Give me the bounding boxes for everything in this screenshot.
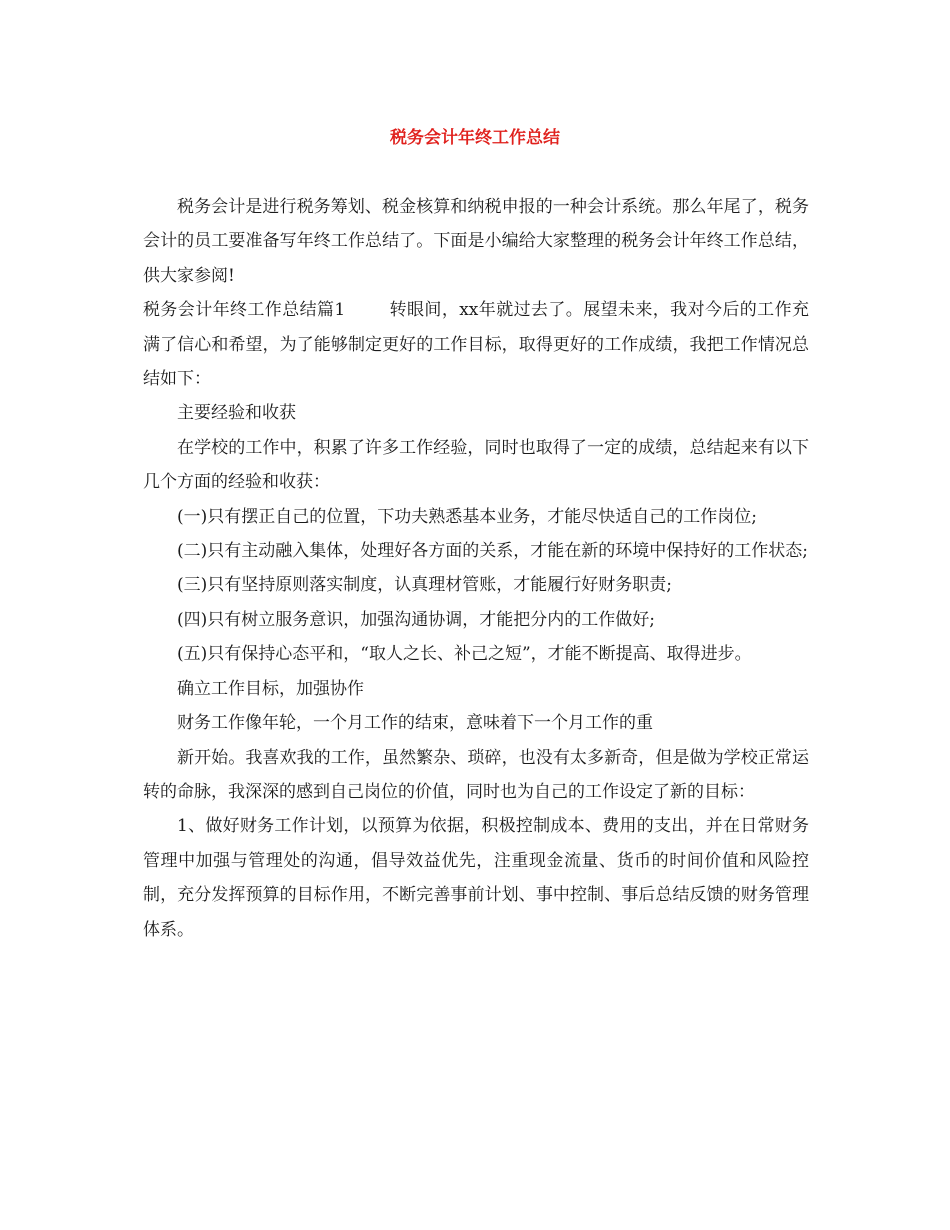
experience-paragraph: 在学校的工作中，积累了许多工作经验，同时也取得了一定的成绩，总结起来有以下几个方面的经验和收获： bbox=[143, 437, 809, 493]
section-opening-text: 转眼间，xx年就过去了。展望未来，我对今后的工作充满了信心和希望，为了能够制定更好的工作目标，取得更好的工作成绩，我把工作情况总结如下： bbox=[143, 300, 809, 390]
section-paragraph bbox=[143, 293, 809, 396]
goals-paragraph: 新开始。我喜欢我的工作，虽然繁杂、琐碎，也没有太多新奇，但是做为学校正常运转的命脉，我深深的感到自己岗位的价值，同时也为自己的工作设定了新的目标： bbox=[143, 747, 809, 802]
list-item-1: (一)只有摆正自己的位置，下功夫熟悉基本业务，才能尽快适自己的工作岗位; bbox=[177, 506, 757, 527]
list-item-2: (二)只有主动融入集体，处理好各方面的关系，才能在新的环境中保持好的工作状态; bbox=[177, 541, 808, 562]
list-item-5: (五)只有保持心态平和，“取人之长、补己之短”，才能不断提高、取得进步。 bbox=[177, 644, 752, 665]
intro-paragraph: 税务会计是进行税务筹划、税金核算和纳税申报的一种会计系统。那么年尾了，税务会计的员工要准备写年终工作总结了。下面是小编给大家整理的税务会计年终工作总结，供大家参阅! bbox=[143, 197, 809, 286]
list-item-4: (四)只有树立服务意识，加强沟通协调，才能把分内的工作做好; bbox=[177, 609, 655, 630]
plan-item-1: 1、做好财务工作计划，以预算为依据，积极控制成本、费用的支出，并在日常财务管理中加强与管理处的沟通，倡导效益优先，注重现金流量、货币的时间价值和风险控制，充分发挥预算的目标作用，不断完善事前计划、事中控制、事后总结反馈的财务管理体系。 bbox=[143, 816, 809, 940]
subheading-goals: 确立工作目标，加强协作 bbox=[177, 678, 364, 699]
section-heading: 税务会计年终工作总结篇1 bbox=[143, 300, 346, 321]
subheading-experience: 主要经验和收获 bbox=[177, 403, 296, 424]
goals-paragraph-line: 财务工作像年轮，一个月工作的结束，意味着下一个月工作的重 bbox=[177, 713, 653, 734]
document-body bbox=[143, 190, 809, 947]
list-item-3: (三)只有坚持原则落实制度，认真理材管账，才能履行好财务职责; bbox=[177, 575, 672, 596]
document-title: 税务会计年终工作总结 bbox=[390, 128, 560, 148]
